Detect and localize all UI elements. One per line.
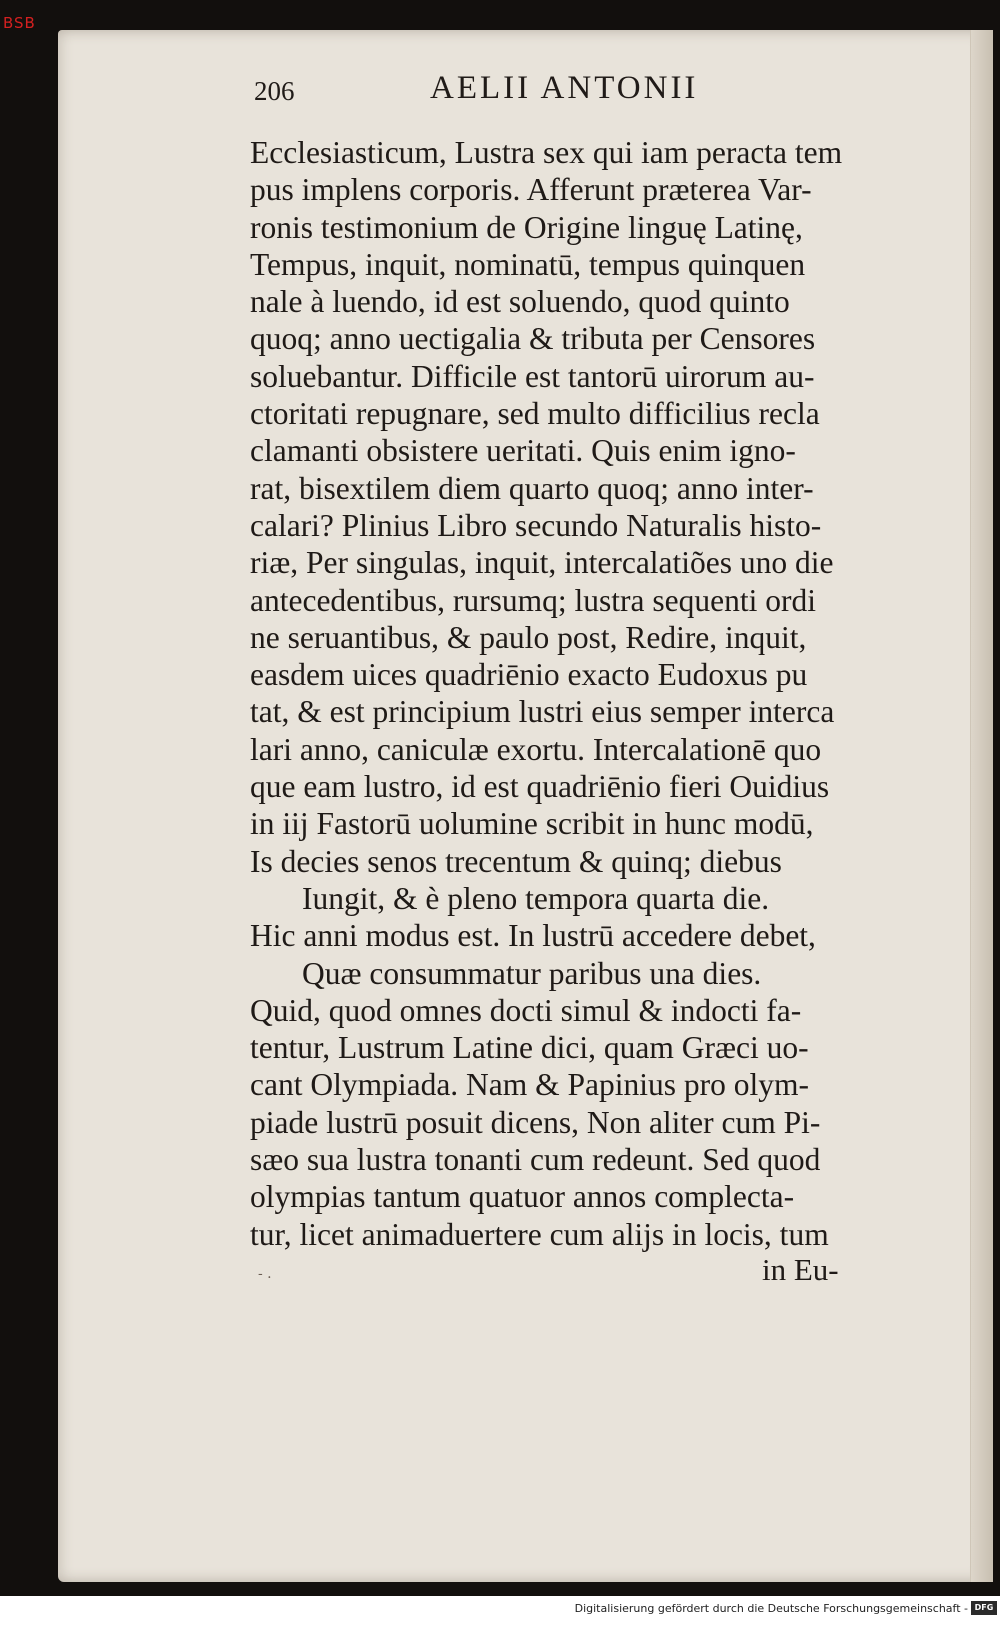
footer-bar <box>0 1596 1000 1626</box>
text-line: rat, bisextilem diem quarto quoq; anno inter- <box>250 470 814 506</box>
text-line: lari anno, caniculæ exortu. Intercalationē quo <box>250 731 822 767</box>
text-line: antecedentibus, rursumq; lustra sequenti ordi <box>250 582 816 618</box>
text-line: cant Olympiada. Nam & Papinius pro olym- <box>250 1067 810 1103</box>
text-line: pus implens corporis. Afferunt præterea Var- <box>250 172 812 208</box>
text-line: Hic anni modus est. In lustrū accedere debet, <box>250 918 816 954</box>
text-line: calari? Plinius Libro secundo Naturalis histo- <box>250 507 822 543</box>
body-text <box>250 134 875 1253</box>
text-line: Tempus, inquit, nominatū, tempus quinquen <box>250 246 806 282</box>
text-line: Quæ consummatur paribus una dies. <box>302 955 762 991</box>
text-line: tentur, Lustrum Latine dici, quam Græci uo- <box>250 1030 809 1066</box>
text-line: ronis testimonium de Origine linguę Latinę, <box>250 209 803 245</box>
text-line: riæ, Per singulas, inquit, intercalatiões uno die <box>250 545 834 581</box>
text-line: tur, licet animaduertere cum alijs in locis, tum <box>250 1216 829 1252</box>
text-line: sæo sua lustra tonanti cum redeunt. Sed quod <box>250 1142 821 1178</box>
text-line: Ecclesiasticum, Lustra sex qui iam peracta tem <box>250 135 843 170</box>
text-line: clamanti obsistere ueritati. Quis enim igno- <box>250 433 796 469</box>
dfg-logo: DFG <box>971 1601 997 1615</box>
text-line: in iij Fastorū uolumine scribit in hunc modū, <box>250 806 814 842</box>
page-edge <box>970 30 993 1582</box>
text-line: tat, & est principium lustri eius semper interca <box>250 694 835 730</box>
text-line: nale à luendo, id est soluendo, quod quinto <box>250 284 790 320</box>
text-line: piade lustrū posuit dicens, Non aliter cum Pi- <box>250 1104 821 1140</box>
text-line: Iungit, & è pleno tempora quarta die. <box>302 880 770 916</box>
catchword: in Eu- <box>762 1252 839 1287</box>
ink-mark: - . <box>258 1266 272 1282</box>
text-line: Is decies senos trecentum & quinq; diebus <box>250 843 782 879</box>
text-line: que eam lustro, id est quadriēnio fieri Ouidius <box>250 769 830 805</box>
running-head <box>254 70 834 120</box>
folio-number: 206 <box>254 76 295 106</box>
text-line: ctoritati repugnare, sed multo difficilius recla <box>250 396 820 432</box>
text-line: olympias tantum quatuor annos complecta- <box>250 1179 795 1215</box>
text-line: Quid, quod omnes docti simul & indocti fa- <box>250 992 802 1028</box>
text-line: quoq; anno uectigalia & tributa per Censores <box>250 321 816 357</box>
text-line: soluebantur. Difficile est tantorū uirorum au- <box>250 358 815 394</box>
text-line: ne seruantibus, & paulo post, Redire, inquit, <box>250 619 807 655</box>
funding-credit: Digitalisierung gefördert durch die Deutsche Forschungsgemeinschaft - <box>574 1602 968 1615</box>
running-head-title: AELII ANTONII <box>430 70 699 106</box>
library-tag: BSB <box>3 14 36 32</box>
text-line: easdem uices quadriēnio exacto Eudoxus pu <box>250 657 808 693</box>
